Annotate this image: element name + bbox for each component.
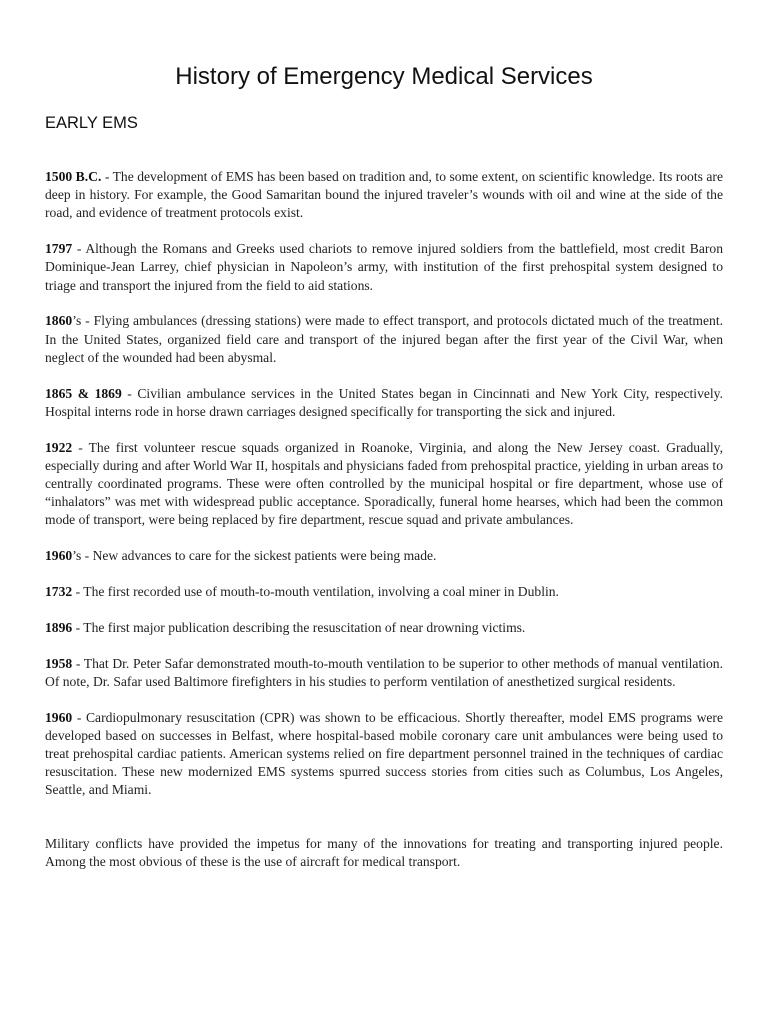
closing-paragraph: Military conflicts have provided the impetus for many of the innovations for treating and transporting injured people. Among the most obvious of these is the use of aircraft for medical transport. <box>45 835 723 869</box>
entry-paragraph <box>45 240 723 295</box>
entry-paragraph <box>45 385 723 421</box>
entry-date: 1500 B.C. <box>45 169 102 184</box>
entry-text: ’s - New advances to care for the sickest patients were being made. <box>72 548 437 564</box>
document-body <box>45 168 723 889</box>
entry-text: - Cardiopulmonary resuscitation (CPR) was shown to be efficacious. Shortly thereafter, model EMS programs were developed based on successes in Belfast, where hospital-based mobile coronary care unit ambulances were being used to treat prehospital cardiac patients. American systems relied on fire department personnel trained in the techniques of cardiac resuscitation. These new modernized EMS systems spurred success stories from cities such as Columbus, Los Angeles, Seattle, and Miami. <box>45 709 723 798</box>
entry-date: 1958 <box>45 655 73 671</box>
entry-paragraph <box>45 583 723 601</box>
entry-text: ’s - Flying ambulances (dressing stations) were made to effect transport, and protocols dictated much of the treatment. In the United States, organized field care and transport of the injured began after the first year of the Civil War, when neglect of the wounded had been abysmal. <box>45 313 723 365</box>
entry-text: - The first major publication describing the resuscitation of near drowning victims. <box>72 619 526 635</box>
entry-paragraph <box>45 168 723 223</box>
entry-date: 1922 <box>45 439 73 455</box>
entry-paragraph <box>45 312 723 367</box>
entry-text: - Although the Romans and Greeks used chariots to remove injured soldiers from the battlefield, most credit Baron Dominique-Jean Larrey, chief physician in Napoleon’s army, with institution of the first prehospital system designed to triage and transport the injured from the field to aid stations. <box>45 241 723 293</box>
entry-text: - Civilian ambulance services in the United States began in Cincinnati and New York City, respectively. Hospital interns rode in horse drawn carriages designed specifically for transporting the sick and injured. <box>45 385 723 419</box>
entry-date: 1860 <box>45 313 73 329</box>
entry-date: 1865 & 1869 <box>45 385 122 401</box>
entry-date: 1896 <box>45 619 73 635</box>
entry-paragraph <box>45 619 723 637</box>
entry-text: - That Dr. Peter Safar demonstrated mouth-to-mouth ventilation to be superior to other methods of manual ventilation. Of note, Dr. Safar used Baltimore firefighters in his studies to perform ventilation of anesthetized surgical residents. <box>45 655 723 689</box>
entry-paragraph <box>45 547 723 565</box>
entry-text: - The first volunteer rescue squads organized in Roanoke, Virginia, and along the New Jersey coast. Gradually, especially during and after World War II, hospitals and physicians faded from prehospital practice, yielding in urban areas to centrally coordinated programs. These were often controlled by the municipal hospital or fire department, whose use of “inhalators” was met with widespread public acceptance. Sporadically, funeral home hearses, which had been the common mode of transport, were being replaced by fire department, rescue squad and private ambulances. <box>45 439 723 528</box>
entry-paragraph <box>45 439 723 530</box>
entry-date: 1960 <box>45 548 73 564</box>
entry-date: 1797 <box>45 241 73 257</box>
entry-text: - The development of EMS has been based on tradition and, to some extent, on scientific knowledge. Its roots are deep in history. For example, the Good Samaritan bound the injured traveler’s wounds with oil and wine at the side of the road, and evidence of treatment protocols exist. <box>45 169 723 221</box>
document-title: History of Emergency Medical Services <box>175 63 593 90</box>
entry-text: - The first recorded use of mouth-to-mouth ventilation, involving a coal miner in Dublin. <box>72 584 559 600</box>
section-heading: EARLY EMS <box>45 114 138 132</box>
entry-date: 1960 <box>45 709 73 725</box>
entry-paragraph <box>45 709 723 800</box>
entry-paragraph <box>45 655 723 691</box>
entry-date: 1732 <box>45 584 73 600</box>
